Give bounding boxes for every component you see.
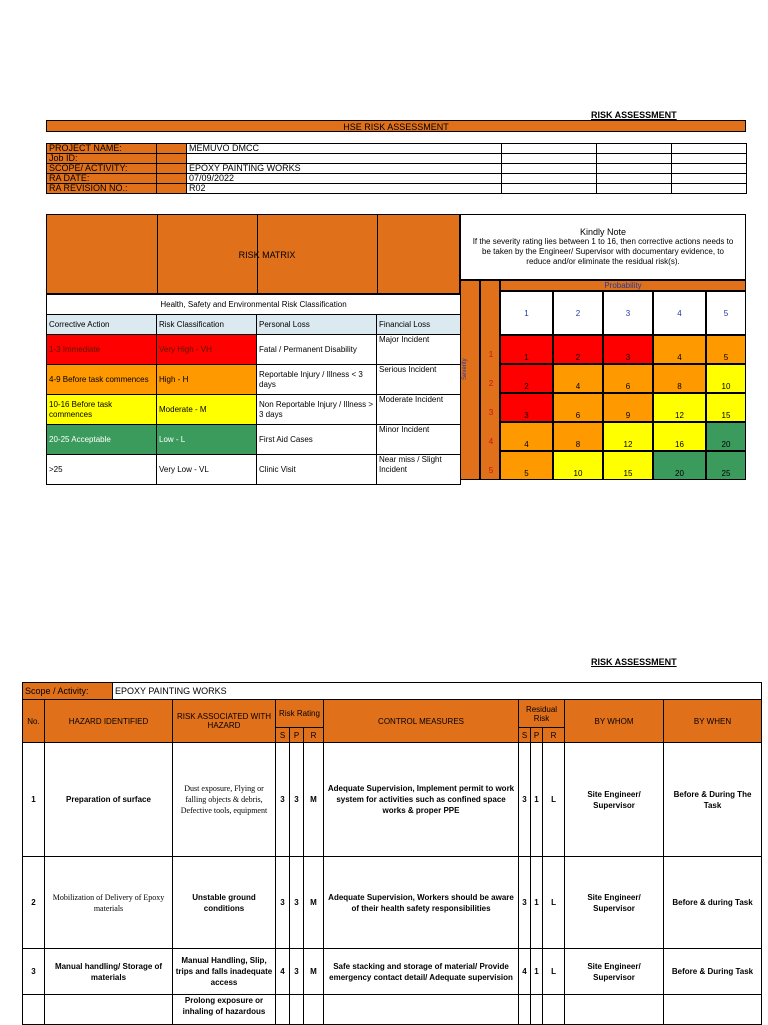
hse-banner: HSE RISK ASSESSMENT <box>46 120 746 132</box>
risk-classification: High - H <box>157 365 257 395</box>
hazard-table <box>22 699 762 1025</box>
matrix-cell: 25 <box>706 451 746 480</box>
by-whom: Site Engineer/ Supervisor <box>565 949 664 995</box>
corrective-action: 10-16 Before task commences <box>47 395 157 425</box>
matrix-cell: 20 <box>706 422 746 451</box>
matrix-cell: 2 <box>553 335 603 364</box>
risk-classification: Moderate - M <box>157 395 257 425</box>
col-residual: Residual Risk <box>519 700 565 728</box>
residual-s: 4 <box>519 949 531 995</box>
col-rp: P <box>531 728 543 743</box>
corrective-action: 1-3 Immediate <box>47 335 157 365</box>
rating-p <box>290 995 304 1025</box>
rating-r: M <box>304 857 324 949</box>
matrix-cell: 5 <box>706 335 746 364</box>
risk-matrix-title: RISK MATRIX <box>238 250 296 260</box>
matrix-cell: 3 <box>500 393 553 422</box>
probability-value: 5 <box>706 291 746 335</box>
personal-loss: Clinic Visit <box>257 455 377 485</box>
probability-value: 1 <box>500 291 553 335</box>
by-whom: Site Engineer/ Supervisor <box>565 743 664 857</box>
hazard-identified: Manual handling/ Storage of materials <box>45 949 173 995</box>
control-measures: Safe stacking and storage of material/ Provide emergency contact detail/ Adequate supervision <box>324 949 519 995</box>
residual-s <box>519 995 531 1025</box>
severity-value: 1 <box>488 350 494 359</box>
matrix-cell: 12 <box>653 393 706 422</box>
project-info-table <box>46 143 747 194</box>
severity-value: 5 <box>488 466 494 475</box>
project-value: MEMUVO DMCC <box>187 144 502 154</box>
residual-r: L <box>543 949 565 995</box>
risk-classification: Very Low - VL <box>157 455 257 485</box>
rating-s <box>276 995 290 1025</box>
project-value: EPOXY PAINTING WORKS <box>187 164 502 174</box>
matrix-cell: 1 <box>500 335 553 364</box>
matrix-cell: 10 <box>553 451 603 480</box>
personal-loss: Non Reportable Injury / Illness > 3 days <box>257 395 377 425</box>
hazard-no <box>23 995 45 1025</box>
col-r: R <box>304 728 324 743</box>
classification-header: Risk Classification <box>157 315 257 335</box>
scope-table <box>22 682 762 700</box>
residual-p <box>531 995 543 1025</box>
by-when: Before & During Task <box>664 949 762 995</box>
col-p: P <box>290 728 304 743</box>
residual-p: 1 <box>531 857 543 949</box>
risk-associated: Prolong exposure or inhaling of hazardous <box>173 995 276 1025</box>
severity-value: 2 <box>488 379 494 388</box>
risk-classification: Low - L <box>157 425 257 455</box>
by-whom <box>565 995 664 1025</box>
classification-header: Corrective Action <box>47 315 157 335</box>
risk-matrix-header <box>46 214 460 294</box>
financial-loss: Serious Incident <box>377 365 461 395</box>
matrix-cell: 15 <box>706 393 746 422</box>
note-title: Kindly Note <box>579 227 627 237</box>
matrix-cell: 4 <box>500 422 553 451</box>
matrix-cell: 3 <box>603 335 653 364</box>
residual-r <box>543 995 565 1025</box>
financial-loss: Minor Incident <box>377 425 461 455</box>
classification-title: Health, Safety and Environmental Risk Classification <box>47 295 461 315</box>
col-when: BY WHEN <box>664 700 762 743</box>
col-s: S <box>276 728 290 743</box>
rating-r <box>304 995 324 1025</box>
col-rs: S <box>519 728 531 743</box>
residual-p: 1 <box>531 743 543 857</box>
risk-associated: Unstable ground conditions <box>173 857 276 949</box>
project-value: 07/09/2022 <box>187 174 502 184</box>
classification-header: Personal Loss <box>257 315 377 335</box>
page2-title: RISK ASSESSMENT <box>591 657 677 667</box>
col-control: CONTROL MEASURES <box>324 700 519 743</box>
rating-s: 3 <box>276 857 290 949</box>
probability-severity-grid <box>460 280 746 480</box>
col-hazard: HAZARD IDENTIFIED <box>45 700 173 743</box>
by-when: Before & during Task <box>664 857 762 949</box>
residual-p: 1 <box>531 949 543 995</box>
severity-value: 4 <box>488 437 494 446</box>
col-whom: BY WHOM <box>565 700 664 743</box>
hazard-no: 2 <box>23 857 45 949</box>
project-label: RA REVISION NO.: <box>47 184 157 194</box>
financial-loss: Near miss / Slight Incident <box>377 455 461 485</box>
matrix-cell: 6 <box>603 364 653 393</box>
risk-associated: Manual Handling, Slip, trips and falls inadequate access <box>173 949 276 995</box>
corrective-action: 20-25 Acceptable <box>47 425 157 455</box>
matrix-cell: 15 <box>603 451 653 480</box>
matrix-cell: 8 <box>653 364 706 393</box>
matrix-cell: 10 <box>706 364 746 393</box>
by-when: Before & During The Task <box>664 743 762 857</box>
personal-loss: Fatal / Permanent Disability <box>257 335 377 365</box>
project-label: Job ID: <box>47 154 157 164</box>
financial-loss: Major Incident <box>377 335 461 365</box>
residual-s: 3 <box>519 857 531 949</box>
risk-associated: Dust exposure, Flying or falling objects & debris, Defective tools, equipment <box>173 743 276 857</box>
severity-label: Severity <box>462 358 468 380</box>
project-value <box>187 154 502 164</box>
project-value: R02 <box>187 184 502 194</box>
kindly-note-box <box>460 214 746 280</box>
control-measures: Adequate Supervision, Implement permit to work system for activities such as confined space works & proper PPE <box>324 743 519 857</box>
col-no: No. <box>23 700 45 743</box>
rating-p: 3 <box>290 949 304 995</box>
page1-title: RISK ASSESSMENT <box>591 110 677 120</box>
corrective-action: >25 <box>47 455 157 485</box>
rating-s: 3 <box>276 743 290 857</box>
hazard-no: 1 <box>23 743 45 857</box>
classification-header: Financial Loss <box>377 315 461 335</box>
by-when <box>664 995 762 1025</box>
residual-r: L <box>543 743 565 857</box>
corrective-action: 4-9 Before task commences <box>47 365 157 395</box>
matrix-cell: 16 <box>653 422 706 451</box>
personal-loss: First Aid Cases <box>257 425 377 455</box>
hazard-identified <box>45 995 173 1025</box>
project-label: PROJECT NAME: <box>47 144 157 154</box>
risk-classification: Very High - VH <box>157 335 257 365</box>
scope-label: Scope / Activity: <box>23 683 113 700</box>
probability-value: 3 <box>603 291 653 335</box>
probability-value: 2 <box>553 291 603 335</box>
hazard-identified: Mobilization of Delivery of Epoxy materials <box>45 857 173 949</box>
project-label: RA DATE: <box>47 174 157 184</box>
hazard-identified: Preparation of surface <box>45 743 173 857</box>
control-measures <box>324 995 519 1025</box>
matrix-cell: 9 <box>603 393 653 422</box>
rating-p: 3 <box>290 857 304 949</box>
hazard-no: 3 <box>23 949 45 995</box>
personal-loss: Reportable Injury / Illness < 3 days <box>257 365 377 395</box>
by-whom: Site Engineer/ Supervisor <box>565 857 664 949</box>
rating-r: M <box>304 743 324 857</box>
rating-r: M <box>304 949 324 995</box>
project-label: SCOPE/ ACTIVITY: <box>47 164 157 174</box>
rating-s: 4 <box>276 949 290 995</box>
matrix-cell: 6 <box>553 393 603 422</box>
scope-value: EPOXY PAINTING WORKS <box>113 683 762 700</box>
matrix-cell: 4 <box>553 364 603 393</box>
matrix-cell: 8 <box>553 422 603 451</box>
col-risk: RISK ASSOCIATED WITH HAZARD <box>173 700 276 743</box>
matrix-cell: 5 <box>500 451 553 480</box>
col-risk-rating: Risk Rating <box>276 700 324 728</box>
matrix-cell: 4 <box>653 335 706 364</box>
severity-value: 3 <box>488 408 494 417</box>
matrix-cell: 12 <box>603 422 653 451</box>
residual-s: 3 <box>519 743 531 857</box>
control-measures: Adequate Supervision, Workers should be aware of their health safety responsibilities <box>324 857 519 949</box>
financial-loss: Moderate Incident <box>377 395 461 425</box>
matrix-cell: 20 <box>653 451 706 480</box>
note-text: If the severity rating lies between 1 to 16, then corrective actions needs to be taken by the Engineer/ Supervisor with documentary evidence, to reduce and/or eliminate the residual risk(s). <box>472 237 734 266</box>
residual-r: L <box>543 857 565 949</box>
col-rr: R <box>543 728 565 743</box>
rating-p: 3 <box>290 743 304 857</box>
probability-value: 4 <box>653 291 706 335</box>
matrix-cell: 2 <box>500 364 553 393</box>
classification-table <box>46 294 461 485</box>
probability-label: Probability <box>500 280 746 291</box>
